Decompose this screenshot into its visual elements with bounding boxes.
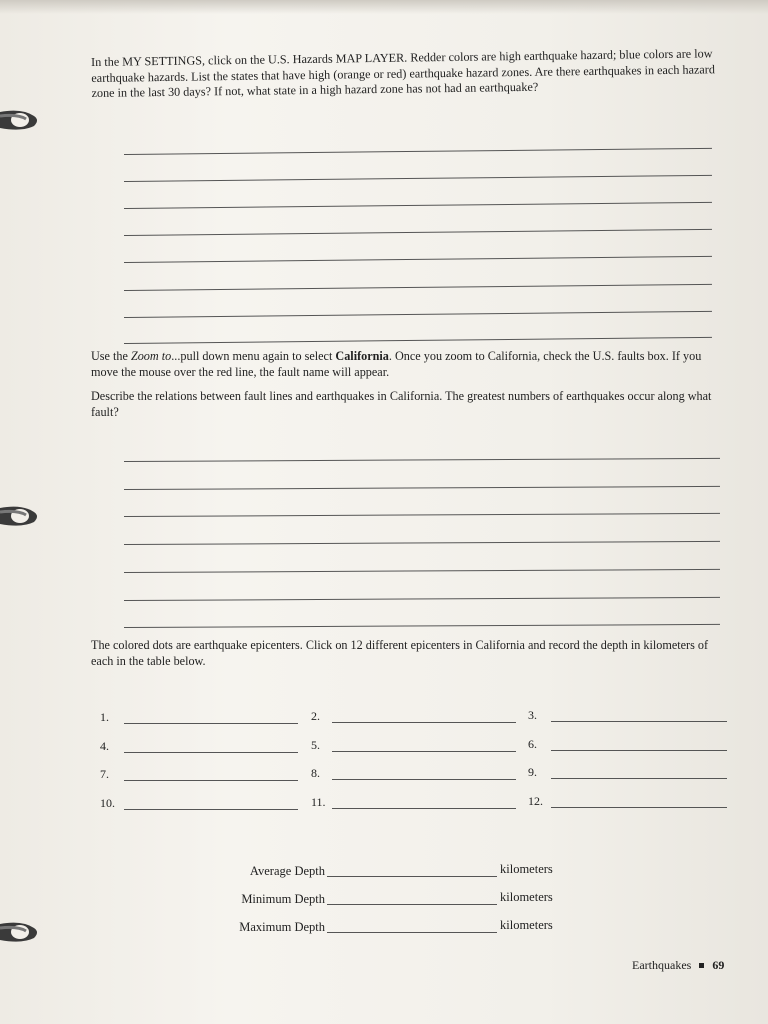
depth-entry-label: 3. bbox=[528, 708, 537, 722]
answer-line[interactable] bbox=[124, 569, 720, 573]
answer-line[interactable] bbox=[124, 284, 712, 291]
maximum-depth-field[interactable] bbox=[327, 932, 497, 933]
binder-ring-icon bbox=[0, 102, 40, 136]
depth-entry-field[interactable] bbox=[332, 779, 516, 780]
depth-entry-label: 5. bbox=[311, 738, 320, 752]
depth-entry-field[interactable] bbox=[332, 751, 516, 752]
minimum-depth-field[interactable] bbox=[327, 904, 497, 905]
depth-entry-label: 6. bbox=[528, 737, 537, 751]
depth-entry-field[interactable] bbox=[124, 780, 298, 781]
depth-entry-label: 8. bbox=[311, 766, 320, 780]
minimum-depth-label: Minimum Depth bbox=[241, 892, 325, 906]
fault-question: Describe the relations between fault lines and earthquakes in California. The greatest numbers of earthquakes occur along what fault? bbox=[91, 389, 712, 419]
depth-entry-label: 7. bbox=[100, 767, 109, 781]
depth-entry-field[interactable] bbox=[124, 752, 298, 753]
answer-line[interactable] bbox=[124, 202, 712, 209]
zoom-to-menu-name: Zoom to bbox=[130, 349, 172, 363]
depth-entry-label: 9. bbox=[528, 765, 537, 779]
depth-entry-label: 10. bbox=[100, 796, 115, 810]
binder-ring-icon bbox=[0, 498, 40, 532]
zoom-prefix: Use the bbox=[91, 349, 131, 363]
depth-entry-field[interactable] bbox=[124, 723, 298, 724]
average-depth-field[interactable] bbox=[327, 876, 497, 877]
page-top-shadow bbox=[0, 0, 768, 14]
zoom-instructions bbox=[91, 349, 723, 420]
epicenter-instructions bbox=[91, 638, 731, 669]
maximum-depth-unit: kilometers bbox=[500, 918, 553, 932]
answer-line[interactable] bbox=[124, 458, 720, 462]
epicenter-text: The colored dots are earthquake epicenters. Click on 12 different epicenters in California and record the depth in kilometers of each in the table below. bbox=[91, 638, 709, 668]
answer-line[interactable] bbox=[124, 311, 712, 318]
answer-line[interactable] bbox=[124, 148, 712, 155]
answer-line[interactable] bbox=[124, 597, 720, 601]
page-number: 69 bbox=[712, 958, 725, 972]
maximum-depth-label: Maximum Depth bbox=[239, 920, 325, 934]
zoom-middle: ...pull down menu again to select bbox=[171, 349, 336, 363]
depth-entry-field[interactable] bbox=[551, 750, 727, 751]
depth-entry-field[interactable] bbox=[551, 778, 727, 779]
chapter-name: Earthquakes bbox=[632, 958, 692, 972]
answer-line[interactable] bbox=[124, 513, 720, 517]
average-depth-unit: kilometers bbox=[500, 862, 553, 876]
answer-line[interactable] bbox=[124, 541, 720, 545]
depth-entry-label: 11. bbox=[311, 795, 326, 809]
depth-entry-label: 4. bbox=[100, 739, 109, 753]
binder-ring-icon bbox=[0, 914, 40, 948]
zoom-suffix: . Once you zoom to California, check the U.S. faults box. If you move the mouse over the red line, the fault name will appear. bbox=[91, 349, 702, 379]
zoom-instructions-text bbox=[91, 349, 723, 380]
minimum-depth-unit: kilometers bbox=[500, 890, 553, 904]
hazard-map-instructions bbox=[91, 46, 722, 101]
depth-entry-field[interactable] bbox=[551, 807, 727, 808]
footer-square-icon bbox=[699, 963, 704, 968]
answer-line[interactable] bbox=[124, 337, 712, 344]
depth-entry-field[interactable] bbox=[551, 721, 727, 722]
answer-line[interactable] bbox=[124, 256, 712, 263]
answer-line[interactable] bbox=[124, 175, 712, 182]
depth-entry-label: 12. bbox=[528, 794, 543, 808]
answer-line[interactable] bbox=[124, 486, 720, 490]
depth-entry-field[interactable] bbox=[332, 808, 516, 809]
depth-entry-label: 2. bbox=[311, 709, 320, 723]
hazard-map-text: In the MY SETTINGS, click on the U.S. Hazards MAP LAYER. Redder colors are high earthquake hazard; blue colors are low earthquake hazards. List the states that have high (orange or red) earthquake hazard zones. Are there earthquakes in each hazard zone in the last 30 days? If not, what state in a high hazard zone has not had an earthquake? bbox=[91, 46, 715, 100]
depth-entry-field[interactable] bbox=[124, 809, 298, 810]
depth-entry-field[interactable] bbox=[332, 722, 516, 723]
answer-line[interactable] bbox=[124, 229, 712, 236]
depth-entry-label: 1. bbox=[100, 710, 109, 724]
california-label: California bbox=[335, 349, 389, 363]
average-depth-label: Average Depth bbox=[249, 864, 325, 878]
answer-line[interactable] bbox=[124, 624, 720, 628]
page-footer bbox=[632, 958, 724, 973]
